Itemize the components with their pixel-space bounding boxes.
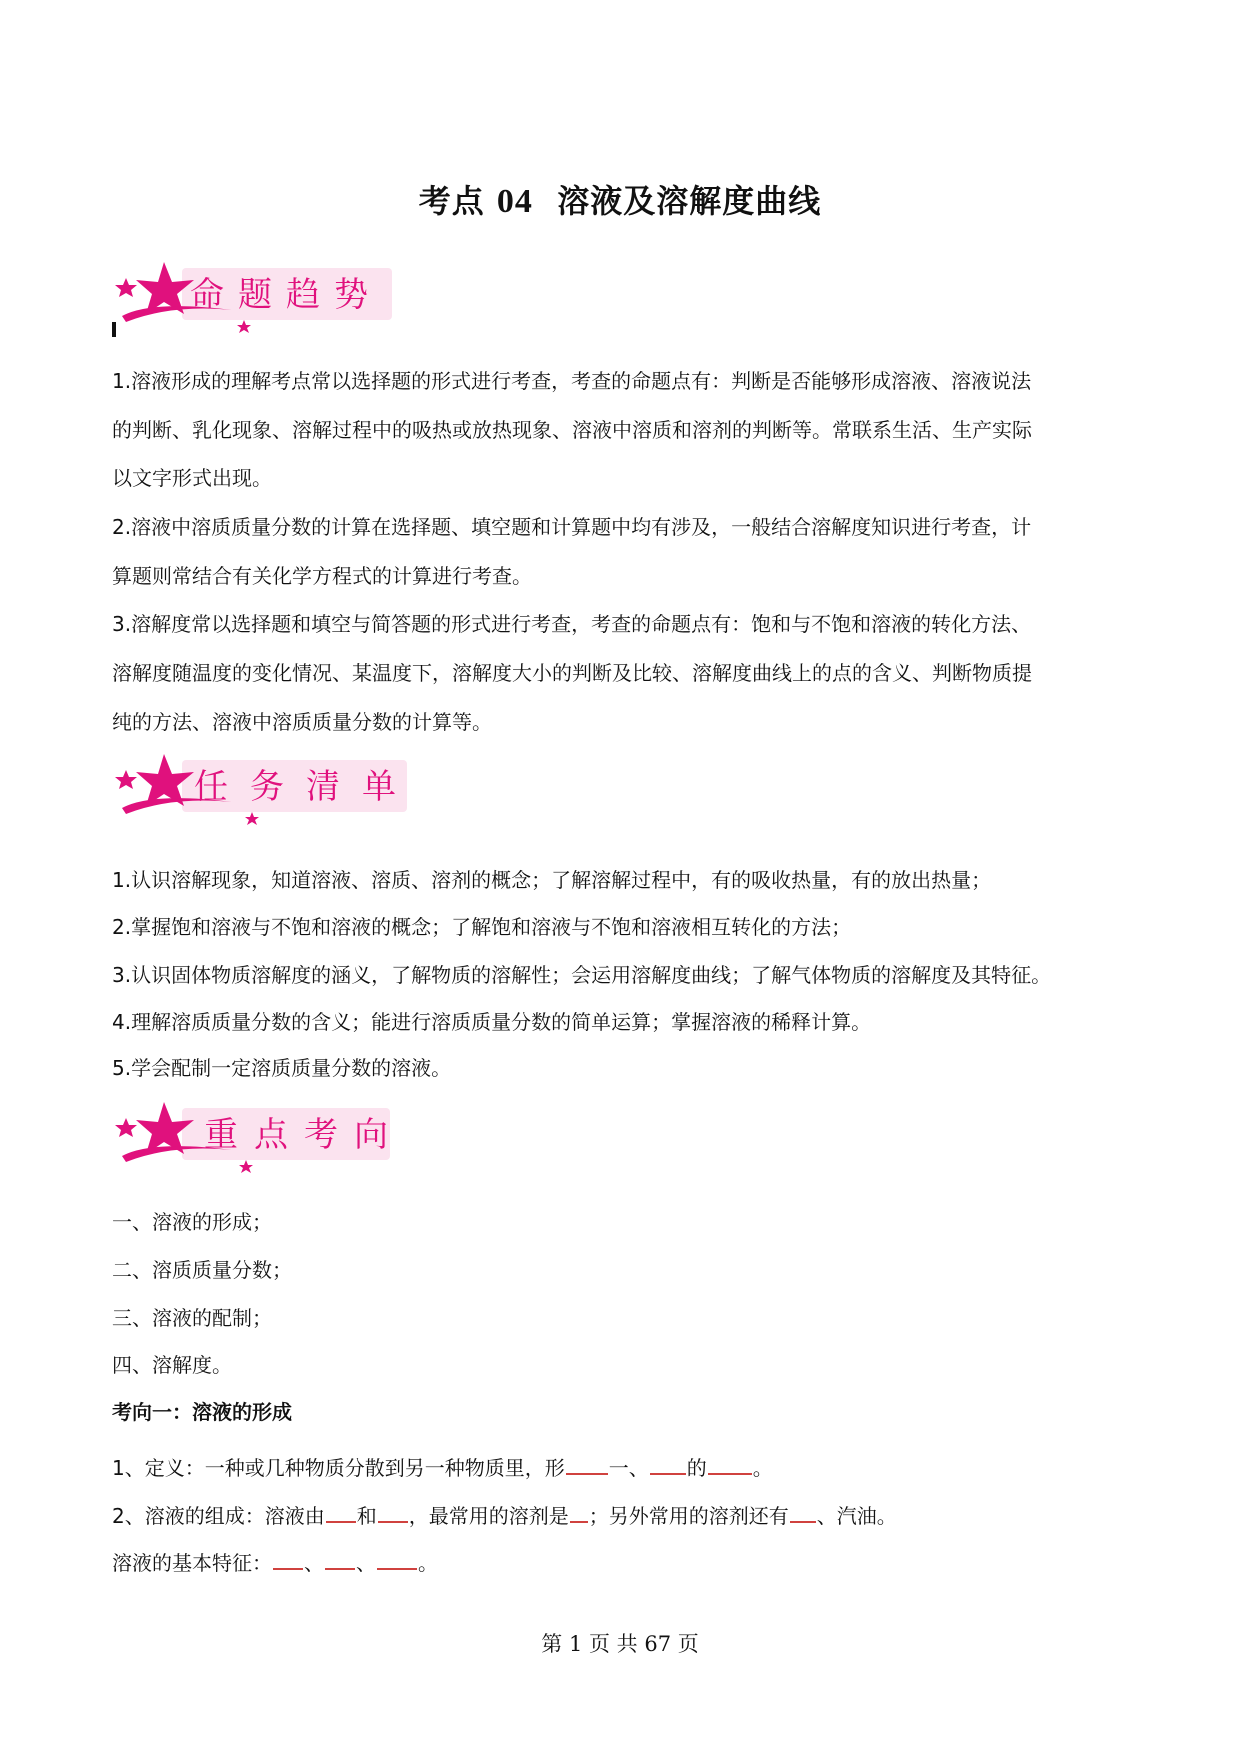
text-segment: ；另外常用的溶剂还有 — [588, 1504, 789, 1528]
banner-focus — [112, 1100, 412, 1175]
task-item-2: 2.掌握饱和溶液与不饱和溶液的概念；了解饱和溶液与不饱和溶液相互转化的方法； — [112, 915, 852, 939]
text-cursor-mark — [112, 322, 116, 337]
text-segment: 、 — [356, 1551, 376, 1575]
blank — [708, 1453, 752, 1475]
task-item-1: 1.认识溶解现象，知道溶液、溶质、溶剂的概念；了解溶解过程中，有的吸收热量，有的放出热量； — [112, 868, 992, 892]
banner-tasks — [112, 752, 418, 827]
title-prefix: 考点 — [418, 182, 485, 220]
fill-line-features — [112, 1548, 438, 1575]
subheading: 考向一：溶液的形成 — [112, 1400, 292, 1424]
text-segment: 1、定义：一种或几种物质分散到另一种物质里，形 — [112, 1456, 565, 1480]
page-title — [0, 176, 1240, 222]
task-item-5: 5.学会配制一定溶质质量分数的溶液。 — [112, 1056, 452, 1080]
blank — [790, 1501, 816, 1523]
blank — [566, 1453, 608, 1475]
blank — [273, 1548, 303, 1570]
blank — [326, 1501, 356, 1523]
blank — [650, 1453, 686, 1475]
trend-para-3-line-3: 纯的方法、溶液中溶质质量分数的计算等。 — [112, 710, 492, 734]
trend-para-1-line-3: 以文字形式出现。 — [112, 466, 272, 490]
trend-para-3-line-1: 3.溶解度常以选择题和填空与简答题的形式进行考查，考查的命题点有：饱和与不饱和溶液的转化方法、 — [112, 612, 1032, 636]
banner-label: 重点考向 — [204, 1115, 404, 1155]
fill-line-definition — [112, 1453, 773, 1480]
trend-para-1-line-1: 1.溶液形成的理解考点常以选择题的形式进行考查，考查的命题点有：判断是否能够形成溶液、溶液说法 — [112, 369, 1032, 393]
focus-item-2: 二、溶质质量分数； — [112, 1258, 292, 1282]
text-segment: 。 — [418, 1551, 438, 1575]
banner-trend — [112, 260, 412, 335]
blank — [570, 1501, 588, 1523]
trend-para-2-line-1: 2.溶液中溶质质量分数的计算在选择题、填空题和计算题中均有涉及，一般结合溶解度知识进行考查，计 — [112, 515, 1032, 539]
banner-label: 任务清单 — [194, 767, 418, 807]
focus-item-1: 一、溶液的形成； — [112, 1210, 272, 1234]
blank — [325, 1548, 355, 1570]
trend-para-1-line-2: 的判断、乳化现象、溶解过程中的吸热或放热现象、溶液中溶质和溶剂的判断等。常联系生活、生产实际 — [112, 418, 1032, 442]
page-footer: 第 1 页 共 67 页 — [541, 1632, 699, 1656]
title-number: 04 — [496, 183, 533, 220]
blank — [377, 1548, 417, 1570]
task-item-4: 4.理解溶质质量分数的含义；能进行溶质质量分数的简单运算；掌握溶液的稀释计算。 — [112, 1010, 872, 1034]
text-segment: 、汽油。 — [816, 1504, 897, 1528]
text-segment: 一、 — [608, 1456, 649, 1480]
text-segment: 和 — [356, 1504, 377, 1528]
focus-item-4: 四、溶解度。 — [112, 1353, 232, 1377]
title-text: 溶液及溶解度曲线 — [557, 182, 822, 220]
text-segment: 的 — [686, 1456, 707, 1480]
text-segment: 、 — [304, 1551, 324, 1575]
text-segment: ，最常用的溶剂是 — [408, 1504, 569, 1528]
banner-label: 命题趋势 — [190, 275, 382, 315]
text-segment: 2、溶液的组成：溶液由 — [112, 1504, 325, 1528]
trend-para-2-line-2: 算题则常结合有关化学方程式的计算进行考查。 — [112, 564, 532, 588]
focus-item-3: 三、溶液的配制； — [112, 1306, 272, 1330]
trend-para-3-line-2: 溶解度随温度的变化情况、某温度下，溶解度大小的判断及比较、溶解度曲线上的点的含义、判断物质提 — [112, 661, 1032, 685]
fill-line-composition — [112, 1501, 897, 1528]
text-segment: 。 — [752, 1456, 773, 1480]
text-segment: 溶液的基本特征： — [112, 1551, 272, 1575]
blank — [378, 1501, 408, 1523]
task-item-3: 3.认识固体物质溶解度的涵义，了解物质的溶解性；会运用溶解度曲线；了解气体物质的溶解度及其特征。 — [112, 963, 1052, 987]
